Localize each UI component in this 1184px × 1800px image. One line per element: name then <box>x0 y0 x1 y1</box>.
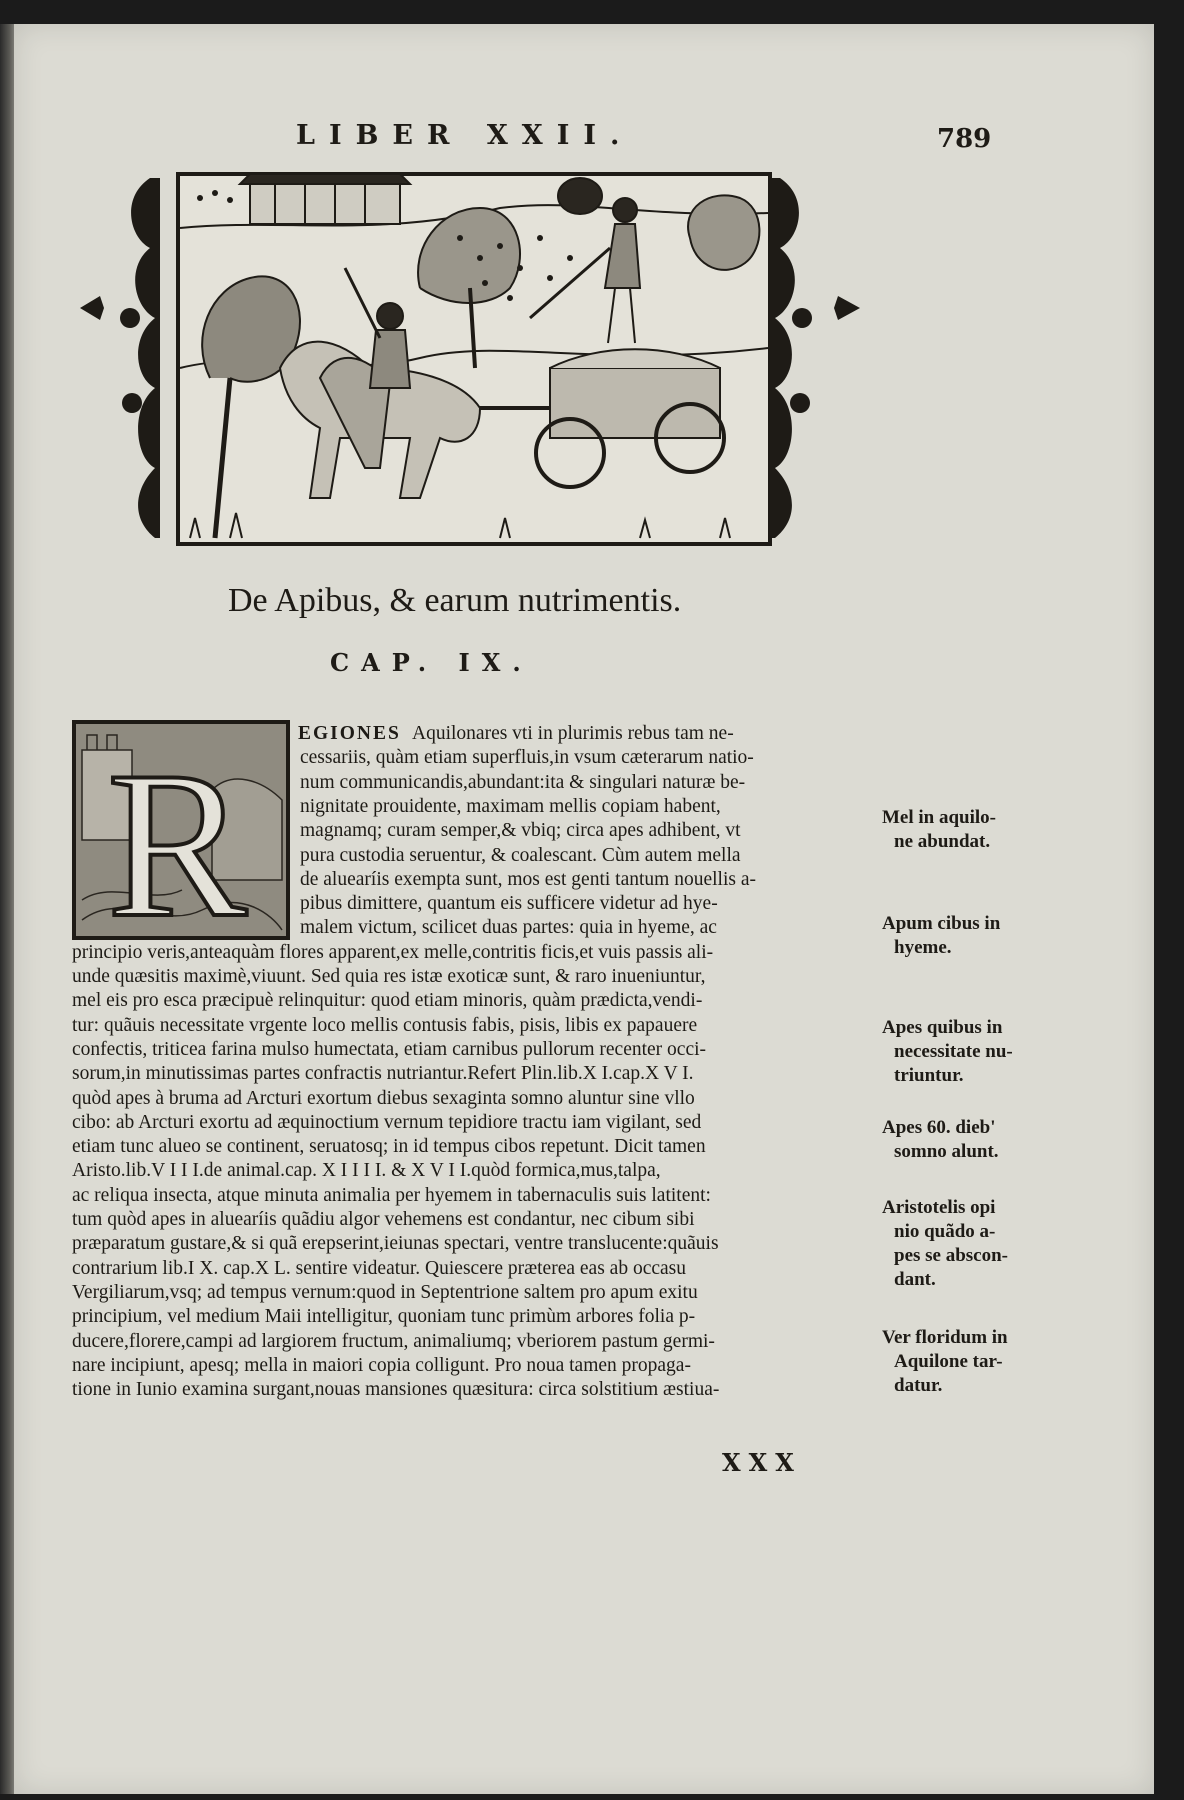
body-line: Aristo.lib.V I I I.de animal.cap. X I I I I. & X V I I.quòd formica,mus,talpa, <box>72 1160 661 1182</box>
body-line: Vergiliarum,vsq; ad tempus vernum:quod in Septentrione saltem pro apum exitu <box>72 1281 698 1303</box>
margin-note-line: ne abundat. <box>894 831 991 852</box>
margin-note-line: Apes 60. dieb' <box>882 1117 996 1138</box>
body-line: sorum,in minutissimas partes confractis nutriantur.Refert Plin.lib.X I.cap.X V I. <box>72 1063 694 1085</box>
body-line: principio veris,anteaquàm flores apparent,ex melle,contritis ficis,et vuis passis ali- <box>72 941 714 963</box>
margin-note-line: datur. <box>894 1375 943 1396</box>
margin-note-line: Mel in aquilo- <box>882 807 997 828</box>
body-line: præparatum gustare,& si quã erepserint,ieiunas spectari, ventre translucente:quãuis <box>72 1233 719 1255</box>
body-line: unde quæsitis maximè,viuunt. Sed quia res istæ exoticæ sunt, & raro inueniuntur, <box>72 966 706 987</box>
margin-note-line: somno alunt. <box>894 1141 999 1162</box>
margin-note-line: triuntur. <box>894 1065 964 1086</box>
body-line: tione in Iunio examina surgant,nouas mansiones quæsitura: circa solstitium æstiua- <box>72 1379 720 1401</box>
body-line: quòd apes à bruma ad Arcturi exortum diebus sexaginta somno aluntur sine vllo <box>72 1087 695 1109</box>
body-line: cessariis, quàm etiam superfluis,in vsum cæterarum natio- <box>300 747 754 769</box>
margin-note-line: pes se abscon- <box>894 1245 1009 1266</box>
body-line: tur: quãuis necessitate vrgente loco mellis contusis fabis, pisis, libis ex papauere <box>72 1014 698 1036</box>
left-ornament <box>80 178 160 538</box>
margin-note-line: nio quãdo a- <box>894 1221 996 1242</box>
body-line: ducere,florere,campi ad largiorem fructum, animaliumq; vberiorem pastum germi- <box>72 1330 715 1352</box>
body-line: etiam tunc alueo se continent, seruatosq; in id tempus cibos repetunt. Dicit tamen <box>72 1136 706 1158</box>
woodcut-illustration-svg <box>80 168 860 553</box>
body-line: ac reliqua insecta, atque minuta animalia per hyemem in tabernaculis suis latitent: <box>72 1184 711 1206</box>
chapter-title: De Apibus, & earum nutrimentis. <box>228 582 682 619</box>
page-number: 789 <box>937 124 992 154</box>
body-line: magnamq; curam semper,& vbiq; circa apes adhibent, vt <box>300 820 741 842</box>
decorated-initial-svg <box>72 720 290 940</box>
body-line: tum quòd apes in aluearíis quãdiu algor vehemens est condantur, nec cibum sibi <box>72 1209 695 1230</box>
body-line: pura custodia seruentur, & coalescant. Cùm autem mella <box>300 844 741 866</box>
margin-note-line: dant. <box>894 1269 936 1290</box>
svg-text:R: R <box>106 729 248 940</box>
right-ornament <box>770 178 860 538</box>
woodcut-illustration <box>80 168 860 553</box>
body-line: Aquilonares vti in plurimis rebus tam ne- <box>412 723 734 744</box>
body-line: principium, vel medium Maii intelligitur, quoniam tunc primùm arbores folia p- <box>72 1306 696 1328</box>
body-line: de aluearíis exempta sunt, mos est genti tantum nouellis a- <box>300 868 756 890</box>
decorated-initial-r <box>72 720 290 940</box>
margin-note-line: Aquilone tar- <box>894 1351 1003 1372</box>
margin-note-line: Apes quibus in <box>882 1017 1003 1038</box>
body-line: nare incipiunt, apesq; mella in maiori copia colligunt. Pro noua tamen propaga- <box>72 1354 691 1376</box>
body-line: contrarium lib.I X. cap.X L. sentire videatur. Quiescere præterea eas ab occasu <box>72 1257 686 1279</box>
body-line: cibo: ab Arcturi exortu ad æquinoctium vernum tepidiore tractu iam vigilant, sed <box>72 1111 702 1133</box>
body-line: confectis, triticea farina mulso humectata, etiam carnibus pullorum recenter occi- <box>72 1038 707 1060</box>
body-line: nignitate prouidente, maximam mellis copiam habent, <box>300 795 721 817</box>
margin-note-line: necessitate nu- <box>894 1041 1013 1062</box>
margin-note-line: Aristotelis opi <box>882 1197 996 1218</box>
catchword: XXX <box>722 1448 802 1477</box>
chapter-number: CAP. IX. <box>330 648 533 677</box>
body-line: malem victum, scilicet duas partes: quia in hyeme, ac <box>300 917 717 939</box>
margin-note-line: hyeme. <box>894 937 952 958</box>
body-line: pibus dimittere, quantum eis sufficere videtur ad hye- <box>300 893 718 915</box>
lead-word: EGIONES <box>298 723 401 744</box>
body-line: num communicandis,abundant:ita & singulari naturæ be- <box>300 771 746 793</box>
margin-note-line: Apum cibus in <box>882 913 1001 934</box>
body-line: mel eis pro esca præcipuè relinquitur: quod etiam minoris, quàm prædicta,vendi- <box>72 990 703 1012</box>
margin-note-line: Ver floridum in <box>882 1327 1008 1348</box>
running-head: LIBER XXII. <box>296 120 634 151</box>
